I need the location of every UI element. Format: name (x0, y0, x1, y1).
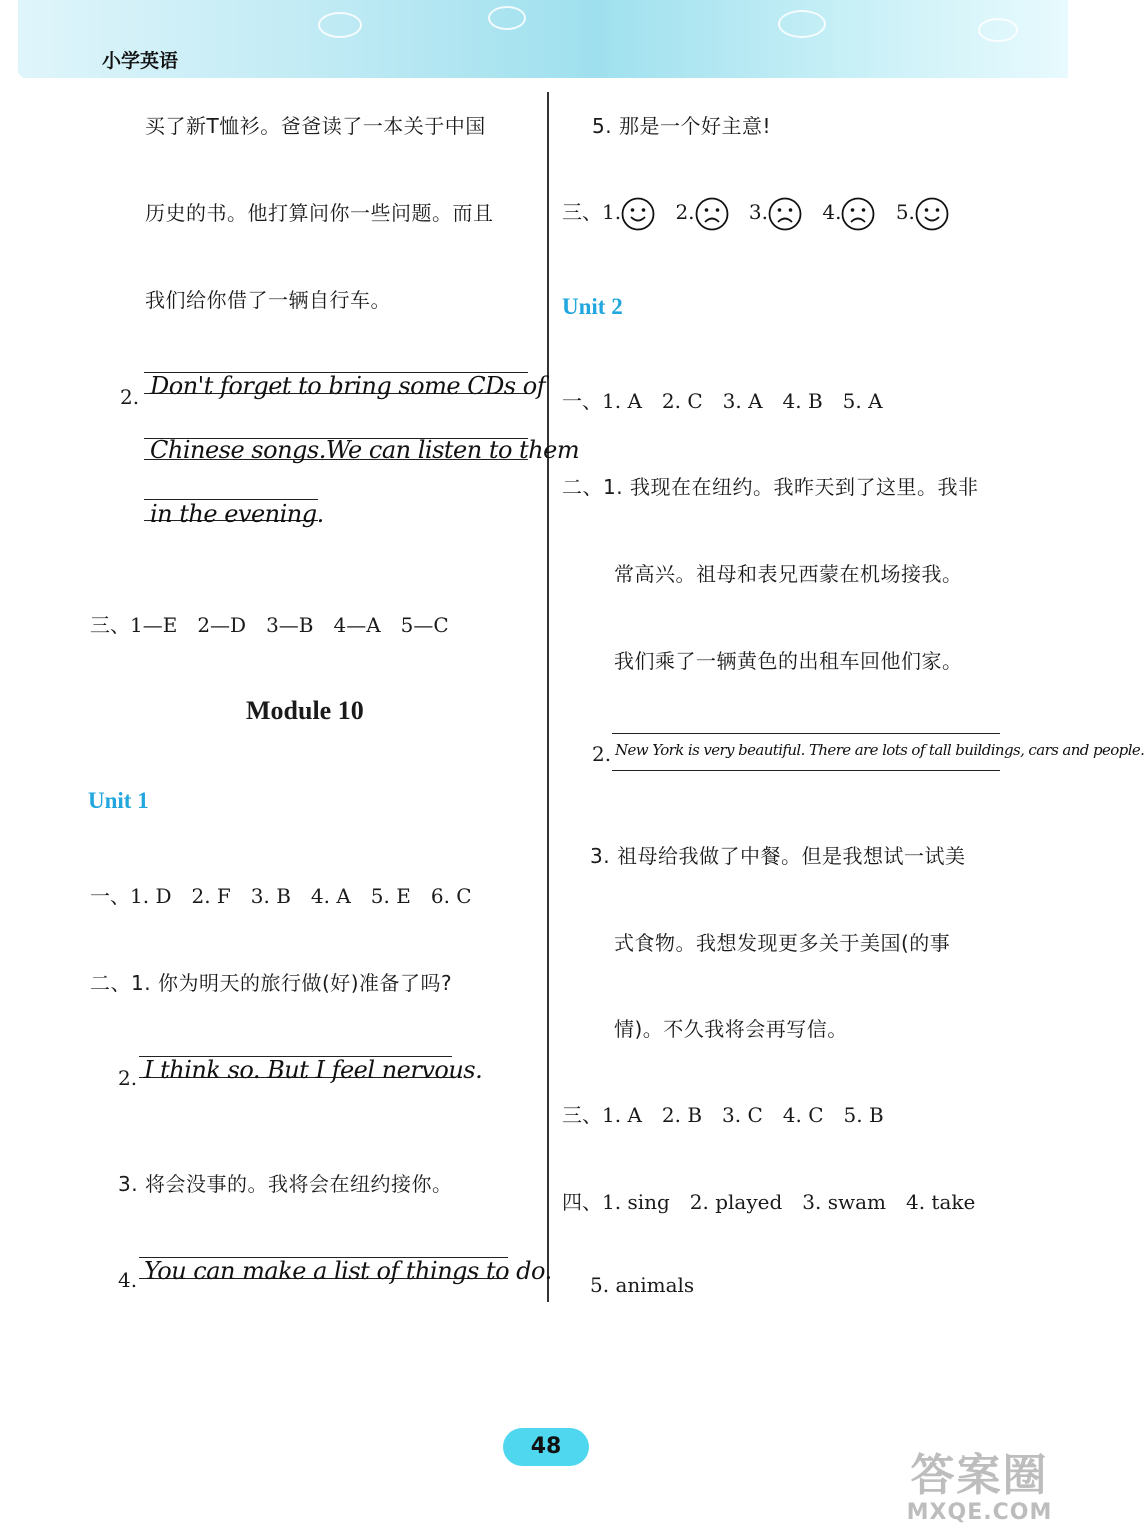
handwritten-answer: I think so. But I feel nervous. (144, 1056, 483, 1084)
module-title: Module 10 (246, 696, 364, 725)
sad-face-icon (841, 197, 875, 231)
face-label: 4. (822, 200, 842, 224)
translation-line: 我们给你借了一辆自行车。 (145, 288, 391, 312)
cloud-decoration (318, 12, 362, 38)
translation-line: 式食物。我想发现更多关于美国(的事 (614, 931, 951, 955)
column-divider (547, 92, 549, 1302)
face-label: 1. (602, 200, 622, 224)
subject-label: 小学英语 (102, 50, 179, 72)
translation-line: 我们乘了一辆黄色的出租车回他们家。 (614, 649, 963, 673)
item-number: 2. (120, 385, 140, 409)
handwritten-answer: You can make a list of things to do. (144, 1257, 552, 1285)
sad-face-icon (695, 197, 729, 231)
answer-section: 三、1—E 2—D 3—B 4—A 5—C (90, 613, 449, 637)
watermark-text: 答案圈 (910, 1450, 1049, 1501)
handwritten-answer: New York is very beautiful. There are lots of tall buildings, cars and people. (615, 741, 1144, 759)
face-answer-row (562, 196, 949, 231)
watermark-logo (892, 1452, 1067, 1534)
translation-line: 3. 祖母给我做了中餐。但是我想试一试美 (590, 844, 966, 868)
answer-section: 三、1. A 2. B 3. C 4. C 5. B (562, 1103, 884, 1127)
answer-section: 二、1. 你为明天的旅行做(好)准备了吗? (90, 971, 453, 995)
face-label: 5. (895, 200, 915, 224)
smiley-face-icon (621, 197, 655, 231)
translation-line: 二、1. 我现在在纽约。我昨天到了这里。我非 (562, 475, 979, 499)
answer-section: 四、1. sing 2. played 3. swam 4. take (562, 1190, 976, 1214)
answer-section: 一、1. A 2. C 3. A 4. B 5. A (562, 389, 883, 413)
answer-item: 3. 将会没事的。我将会在纽约接你。 (118, 1172, 453, 1196)
answer-item: 5. 那是一个好主意! (592, 114, 771, 138)
cloud-decoration (978, 18, 1018, 42)
translation-line: 常高兴。祖母和表兄西蒙在机场接我。 (614, 562, 963, 586)
face-label: 3. (748, 200, 768, 224)
answer-item: 5. animals (590, 1273, 695, 1297)
cloud-decoration (488, 6, 526, 30)
item-number: 2. (592, 742, 612, 766)
section-prefix: 三、 (562, 200, 602, 224)
handwritten-answer: in the evening. (150, 500, 324, 528)
translation-line: 情)。不久我将会再写信。 (614, 1017, 848, 1041)
page-number-badge (503, 1428, 589, 1466)
page-number: 48 (530, 1434, 562, 1459)
item-number: 2. (118, 1066, 138, 1090)
answer-section: 一、1. D 2. F 3. B 4. A 5. E 6. C (90, 884, 472, 908)
handwritten-answer: Don't forget to bring some CDs of (150, 372, 546, 400)
sad-face-icon (768, 197, 802, 231)
item-number: 4. (118, 1268, 138, 1292)
watermark-url: MXQE.COM (906, 1500, 1053, 1525)
unit-title: Unit 1 (88, 788, 149, 813)
translation-line: 历史的书。他打算问你一些问题。而且 (145, 201, 494, 225)
handwritten-answer: Chinese songs.We can listen to them (150, 436, 580, 464)
translation-line: 买了新T恤衫。爸爸读了一本关于中国 (145, 114, 486, 138)
cloud-decoration (778, 10, 826, 38)
face-label: 2. (675, 200, 695, 224)
smiley-face-icon (915, 197, 949, 231)
unit-title: Unit 2 (562, 294, 623, 319)
